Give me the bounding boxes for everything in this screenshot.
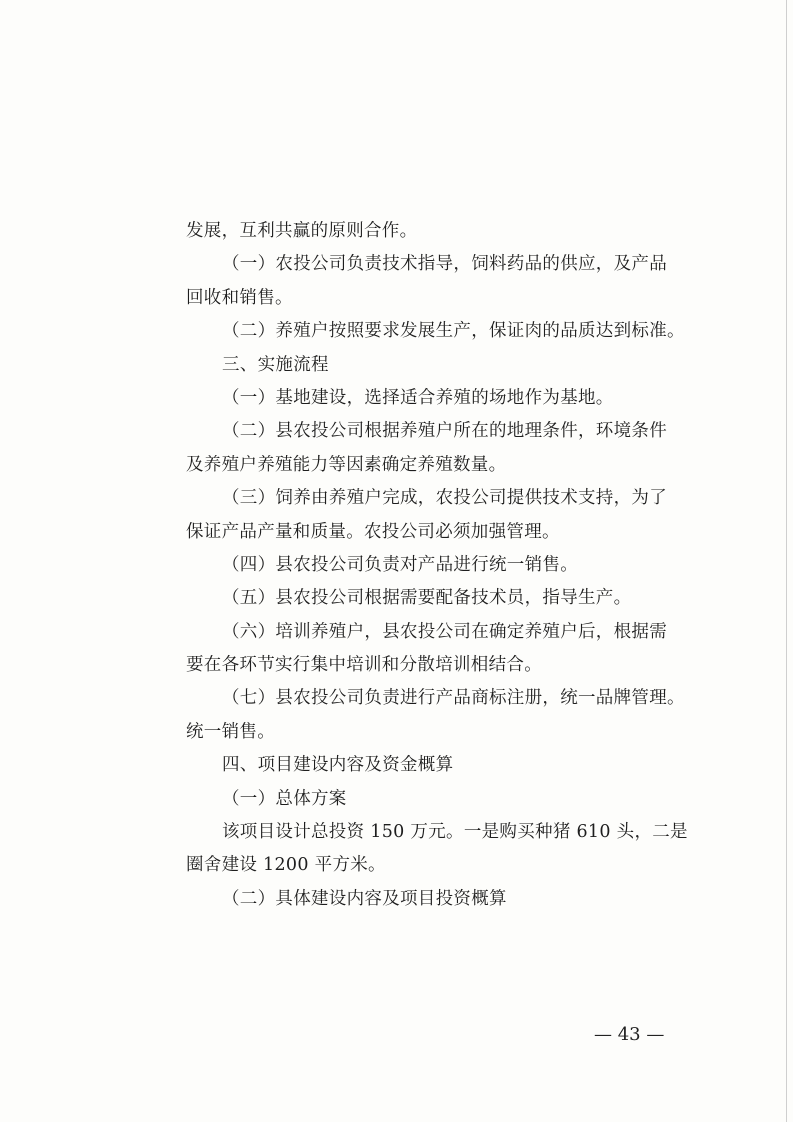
text-line: （五）县农投公司根据需要配备技术员，指导生产。 xyxy=(222,588,632,609)
text-line: 及养殖户养殖能力等因素确定养殖数量。 xyxy=(186,454,507,475)
text-line: （三）饲养由养殖户完成，农投公司提供技术支持，为了 xyxy=(222,488,667,509)
text-line: （二）养殖户按照要求发展生产，保证肉的品质达到标准。 xyxy=(222,321,685,342)
text-line: 要在各环节实行集中培训和分散培训相结合。 xyxy=(186,655,542,676)
body-text xyxy=(186,215,688,916)
section-heading: 三、实施流程 xyxy=(222,354,329,375)
text-line: 回收和销售。 xyxy=(186,287,293,308)
text-line: （一）农投公司负责技术指导，饲料药品的供应，及产品 xyxy=(222,254,667,275)
text-line: （一）基地建设，选择适合养殖的场地作为基地。 xyxy=(222,387,614,408)
text-line: 统一销售。 xyxy=(186,721,275,742)
text-line: 发展，互利共赢的原则合作。 xyxy=(186,221,418,241)
page-number: — 43 — xyxy=(594,1024,665,1045)
text-line: （二）县农投公司根据养殖户所在的地理条件，环境条件 xyxy=(222,421,667,442)
text-line: 该项目设计总投资 150 万元。一是购买种猪 610 头，二是 xyxy=(222,822,688,843)
text-line: （四）县农投公司负责对产品进行统一销售。 xyxy=(222,554,578,575)
section-heading: 四、项目建设内容及资金概算 xyxy=(222,755,454,776)
text-line: （六）培训养殖户，县农投公司在确定养殖户后，根据需 xyxy=(222,621,667,642)
text-line: 圈舍建设 1200 平方米。 xyxy=(186,855,386,876)
page-edge-line xyxy=(786,0,787,1122)
subsection-heading: （一）总体方案 xyxy=(222,788,347,809)
text-line: （七）县农投公司负责进行产品商标注册，统一品牌管理。 xyxy=(222,688,685,709)
subsection-heading: （二）具体建设内容及项目投资概算 xyxy=(222,888,507,909)
text-line: 保证产品产量和质量。农投公司必须加强管理。 xyxy=(186,521,560,542)
